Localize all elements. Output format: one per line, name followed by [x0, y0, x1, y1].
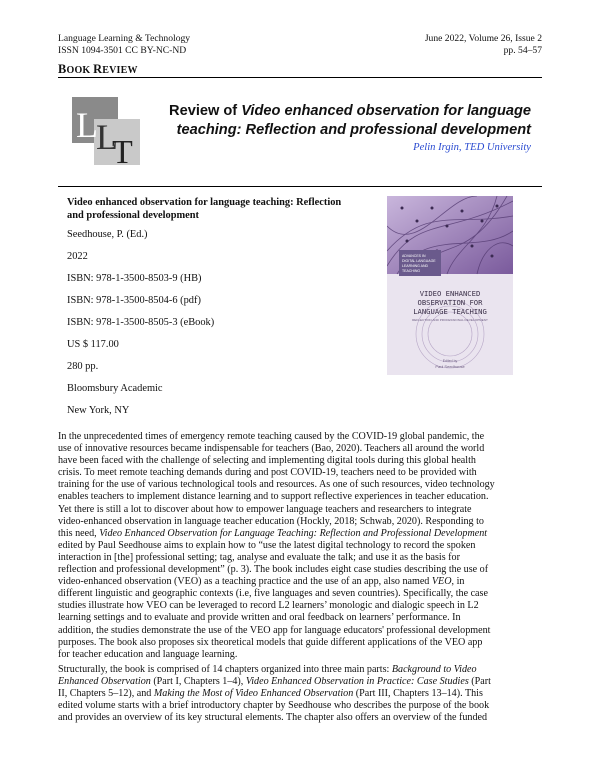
p2-part2-italic: Video Enhanced Observation in Practice: Case Studies	[245, 676, 469, 688]
p1-line-2: use of innovative resources became indispensable for teachers (Bao, 2020). Teachers all around the world	[58, 443, 485, 455]
p2-line-1	[58, 664, 542, 676]
cover-series-line-3: LEARNING AND	[402, 264, 429, 268]
book-pages: 280 pp.	[67, 361, 99, 372]
p1-line-13	[58, 576, 542, 588]
p1-line-3: have been faced with the challenge of selecting and implementing digital tools during this global health	[58, 455, 476, 467]
p2-part3-chapters: (Part III, Chapters 13–14). This	[353, 688, 483, 700]
cover-title-line-3: LANGUAGE TEACHING	[413, 307, 487, 316]
issue-info: June 2022, Volume 26, Issue 2	[424, 33, 542, 44]
p1-line-17: addition, the studies demonstrate the use of the VEO app for language educators' professional development	[58, 624, 491, 636]
journal-name: Language Learning & Technology	[58, 33, 191, 44]
p1-line-1: In the unprecedented times of emergency remote teaching caused by the COVID-19 global pandemic, the	[58, 431, 485, 442]
section-rest-2: EVIEW	[102, 65, 138, 76]
body-paragraph-1	[58, 431, 542, 661]
cover-editor: Paul Seedhouse	[435, 364, 465, 369]
book-publisher: Bloomsbury Academic	[67, 383, 163, 394]
body-paragraph-2	[58, 664, 542, 724]
p1-line-9	[58, 528, 542, 540]
p1-line-18: purposes. The book also proposes six theoretical models that guide different applications of the VEO app	[58, 636, 483, 648]
p1-line-7: Yet there is still a lot to discover about how to empower language teachers and researchers to integrate	[58, 503, 472, 515]
p1-line-6: enables teachers to implement distance learning and to support reflective experiences in teacher education.	[58, 491, 489, 503]
p2-part1-italic: Background to Video	[391, 664, 477, 675]
section-initial-b: B	[58, 62, 67, 76]
title-book-name: Video enhanced observation for language teaching: Reflection and professional development	[176, 103, 531, 138]
p2-line-4: edited volume starts with a brief introductory chapter by Seedhouse who describes the purpose of the book	[58, 700, 490, 712]
p2-line-1-start: Structurally, the book is comprised of 14 chapters organized into three main parts:	[58, 664, 392, 675]
logo-letter-l2: L	[96, 117, 118, 157]
p1-line-10: edited by Paul Seedhouse aims to explain how to “use the latest digital technology to record the spoken	[58, 539, 476, 551]
llt-logo	[72, 97, 146, 171]
p2-line-2	[58, 676, 542, 688]
book-price: US $ 117.00	[67, 339, 119, 350]
cover-title-line-2: OBSERVATION FOR	[417, 298, 483, 307]
section-label	[58, 62, 138, 77]
p1-line-11: interaction in [the] professional setting; tag, analyse and evaluate the talk; and use it as the basis for	[58, 551, 460, 563]
p1-line-14: different linguistic and geographic contexts (i.e, five languages and seven countries). Specifically, the case	[58, 588, 488, 600]
section-rest-1: OOK	[66, 65, 94, 76]
p2-part2-chapters: II, Chapters 5–12), and	[58, 688, 154, 700]
book-isbn-pdf: ISBN: 978-1-3500-8504-6 (pdf)	[67, 295, 201, 306]
title-prefix: Review of	[169, 103, 242, 119]
section-initial-r: R	[93, 62, 103, 76]
p2-part3-italic: Making the Most of Video Enhanced Observation	[153, 688, 354, 700]
p2-part1b-italic: Enhanced Observation	[58, 676, 151, 688]
book-isbn-ebook: ISBN: 978-1-3500-8505-3 (eBook)	[67, 317, 215, 328]
p1-line-19: for teacher education and language learning.	[58, 648, 238, 660]
p1-line-12: reflection and professional development” (p. 3). The book includes eight case studies describing the use of	[58, 564, 489, 576]
book-title-line-1: Video enhanced observation for language teaching: Reflection	[67, 197, 342, 208]
p1-line-5: training for the use of various technological tools and resources. As one of such resources, video technology	[58, 479, 495, 491]
p1-line-16: learning settings and to evaluate and provide written and oral feedback on learners’ performance. In	[58, 612, 461, 624]
running-header-left	[58, 33, 190, 56]
p1-book-title-italic: Video Enhanced Observation for Language Teaching: Reflection and Professional Development	[99, 527, 488, 539]
p1-line-4: crisis. To meet remote teaching demands during and post COVID-19, teachers need to be provided with	[58, 467, 477, 479]
book-info-rule	[58, 186, 542, 187]
book-place: New York, NY	[67, 405, 130, 416]
cover-subtitle: REFLECTION AND PROFESSIONAL DEVELOPMENT	[412, 318, 488, 322]
p2-line-5: and provides an overview of its key structural elements. The chapter also offers an overview of the funded	[58, 712, 488, 724]
p1-line-13-end: , in	[451, 576, 465, 588]
page-range: pp. 54–57	[503, 44, 542, 56]
logo-letter-t: T	[112, 134, 133, 171]
book-editor: Seedhouse, P. (Ed.)	[67, 229, 148, 240]
p1-line-15: studies illustrate how VEO can be leveraged to record L2 learners’ monologic and dialogic speech in L2	[58, 600, 479, 612]
cover-series-line-1: ADVANCES IN	[402, 254, 426, 258]
book-title-line-2: and professional development	[67, 210, 200, 221]
p1-line-9-start: this need,	[58, 527, 100, 539]
book-cover	[387, 196, 513, 375]
header-rule	[58, 77, 542, 78]
article-title	[150, 102, 531, 140]
book-title	[67, 196, 367, 222]
cover-edited-by: Edited by	[442, 359, 458, 363]
issn: ISSN 1094-3501 CC BY-NC-ND	[58, 44, 187, 56]
running-header-right	[425, 33, 542, 56]
book-year: 2022	[67, 251, 88, 262]
cover-title-line-1: VIDEO ENHANCED	[419, 289, 481, 298]
p2-part2-label: (Part	[468, 676, 491, 688]
cover-series-line-2: DIGITAL LANGUAGE	[402, 259, 436, 263]
logo-letter-l1: L	[76, 105, 98, 145]
cover-series-line-4: TEACHING	[402, 269, 421, 273]
p2-line-3	[58, 688, 542, 700]
p1-veo-italic: VEO	[431, 576, 452, 588]
p1-line-8: video-enhanced observation in language teacher education (Hockly, 2018; Schwab, 2020). Responding to	[58, 515, 484, 527]
book-isbn-hb: ISBN: 978-1-3500-8503-9 (HB)	[67, 273, 202, 284]
p2-part1-chapters: (Part I, Chapters 1–4),	[150, 676, 246, 688]
p1-line-13-start: video-enhanced observation (VEO) as a teaching practice and the use of an app, also named	[58, 576, 432, 588]
article-author[interactable]: Pelin Irgin, TED University	[413, 142, 531, 153]
